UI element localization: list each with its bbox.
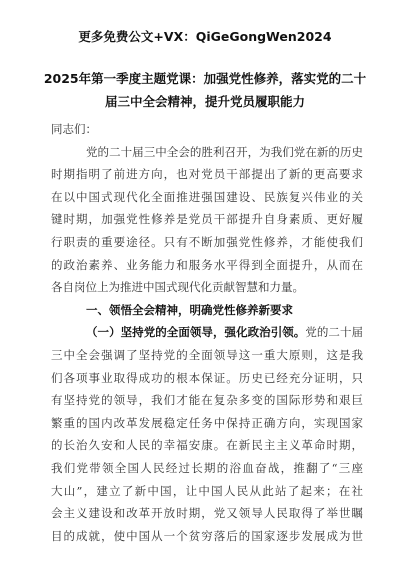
paragraph-line: 三中全会强调了坚持党的全面领导这一重大原则，这是我 bbox=[51, 347, 363, 362]
paragraph-line: 各自岗位上为推进中国式现代化贡献智慧和力量。 bbox=[51, 280, 304, 295]
promo-header: 更多免费公文+VX：QiGeGongWen2024 bbox=[78, 29, 332, 44]
paragraph-line: 会主义建设和改革开放时期，党又领导人民取得了举世瞩 bbox=[51, 506, 363, 521]
paragraph-line: 的政治素养、业务能力和服务水平得到全面提升，从而在 bbox=[51, 257, 363, 272]
subsection-heading: （一）坚持党的全面领导，强化政治引领。 bbox=[86, 325, 306, 340]
paragraph-line: 行职责的重要途径。只有不断加强党性修养，才能使我们 bbox=[51, 234, 363, 249]
title-line-1: 2025年第一季度主题党课：加强党性修养，落实党的二十 bbox=[43, 71, 367, 86]
paragraph-line: 们各项事业取得成功的根本保证。历史已经充分证明，只 bbox=[51, 370, 363, 385]
greeting: 同志们： bbox=[51, 122, 97, 136]
paragraph-line: 在以中国式现代化全面推进强国建设、民族复兴伟业的关 bbox=[51, 189, 363, 204]
paragraph-line bbox=[63, 321, 363, 344]
paragraph-line: 党的二十届三中全会的胜利召开，为我们党在新的历史 bbox=[86, 144, 363, 159]
paragraph-line: 时期指明了前进方向，也对党员干部提出了新的更高要求 bbox=[51, 167, 363, 182]
title-line-2: 届三中全会精神，提升党员履职能力 bbox=[104, 94, 305, 109]
section-heading-1: 一、领悟全会精神，明确党性修养新要求 bbox=[86, 302, 293, 317]
paragraph-line: 键时期，加强党性修养是党员干部提升自身素质、更好履 bbox=[51, 212, 363, 227]
paragraph-line: 繁重的国内改革发展稳定任务中保持正确方向，实现国家 bbox=[51, 415, 363, 430]
paragraph-1 bbox=[51, 141, 363, 299]
document-body bbox=[51, 118, 364, 547]
subsection-1 bbox=[51, 321, 364, 547]
paragraph-line: 目的成就，使中国从一个贫穷落后的国家逐步发展成为世 bbox=[51, 528, 363, 543]
paragraph-line: 我们党带领全国人民经过长期的浴血奋战，推翻了“三座 bbox=[51, 460, 363, 475]
document-title bbox=[40, 67, 370, 113]
paragraph-line: 的长治久安和人民的幸福安康。在新民主主义革命时期， bbox=[51, 438, 363, 453]
paragraph-line: 有坚持党的领导，我们才能在复杂多变的国际形势和艰巨 bbox=[51, 393, 363, 408]
paragraph-line: 大山”，建立了新中国，让中国人民从此站了起来；在社 bbox=[51, 483, 363, 498]
subsection-first-line-rest: 党的二十届 bbox=[305, 325, 364, 340]
